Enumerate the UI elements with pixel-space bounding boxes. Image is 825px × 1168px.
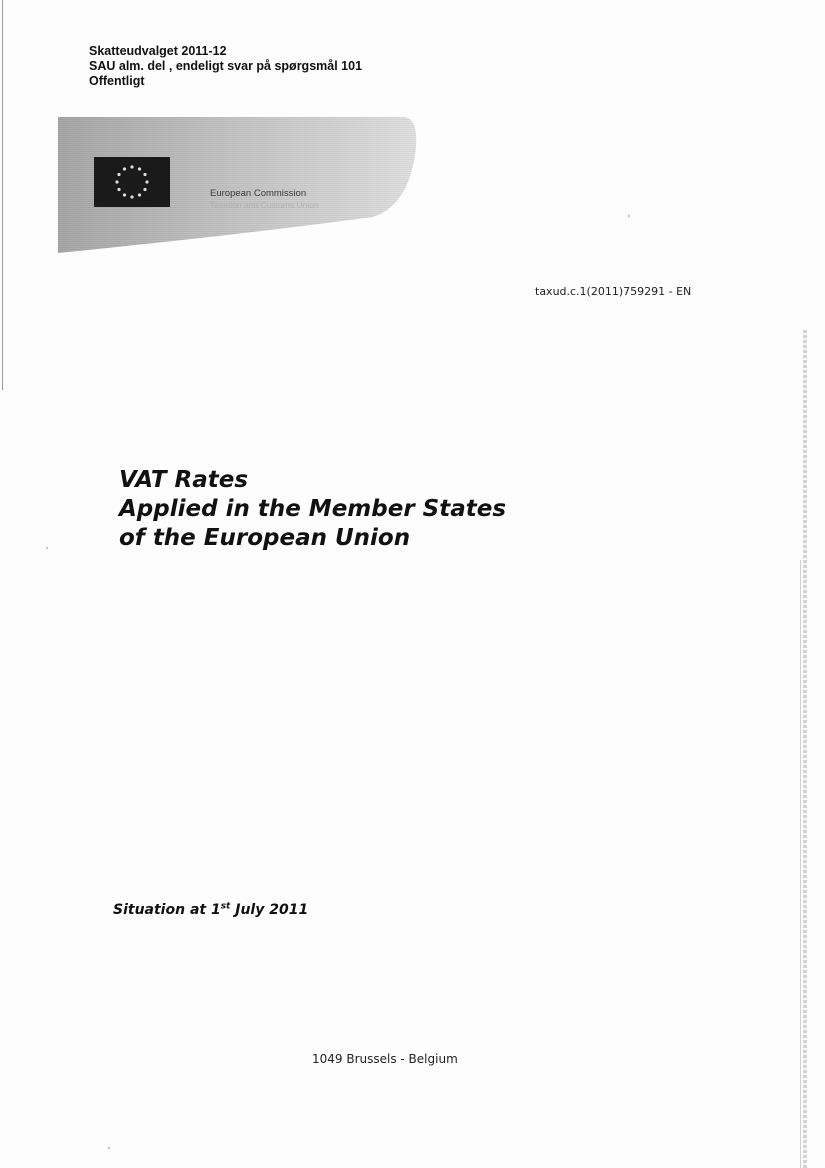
scan-edge-left	[2, 0, 3, 390]
scan-edge-right	[803, 330, 807, 1168]
registry-stamp	[89, 44, 362, 89]
scan-speck	[108, 1147, 110, 1149]
situation-suffix: July 2011	[230, 902, 309, 918]
stamp-committee: Skatteudvalget 2011-12	[89, 44, 227, 58]
scan-speck	[628, 215, 630, 217]
scan-edge-right-line	[800, 560, 801, 1168]
address-line: 1049 Brussels - Belgium	[312, 1052, 458, 1066]
scan-speck	[46, 547, 48, 549]
title-line-3: of the European Union	[119, 525, 411, 551]
commission-banner	[58, 117, 418, 253]
title-line-2: Applied in the Member States	[119, 496, 507, 522]
stamp-question: SAU alm. del , endeligt svar på spørgsmål 101	[89, 59, 363, 73]
document-title	[119, 466, 506, 553]
commission-banner-graphic	[58, 117, 418, 253]
commission-dg-name: Taxation and Customs Union	[210, 200, 319, 210]
title-line-1: VAT Rates	[119, 467, 249, 493]
commission-org-name: European Commission	[210, 188, 307, 199]
eu-flag-icon	[94, 157, 170, 207]
stamp-status: Offentligt	[89, 74, 145, 88]
situation-ordinal: st	[220, 901, 231, 912]
situation-prefix: Situation at 1	[113, 902, 221, 918]
document-reference: taxud.c.1(2011)759291 - EN	[535, 285, 692, 298]
situation-date	[113, 902, 308, 918]
